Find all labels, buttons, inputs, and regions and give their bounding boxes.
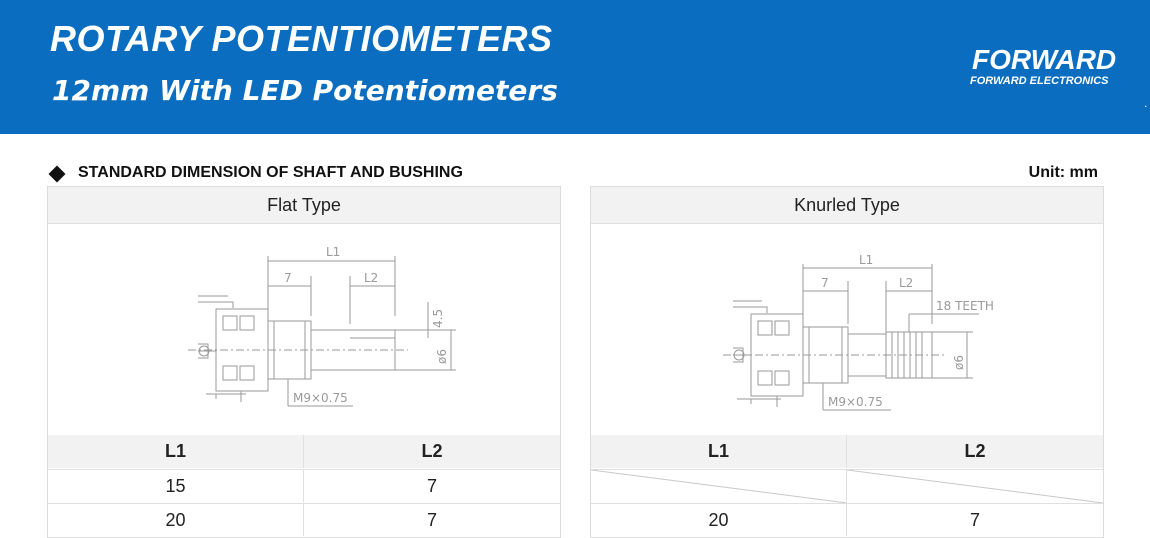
knurled-type-table bbox=[591, 435, 1103, 537]
knurled-thread-label: M9×0.75 bbox=[828, 395, 883, 409]
flat-type-heading: Flat Type bbox=[48, 187, 560, 224]
flat-type-drawing bbox=[48, 224, 560, 435]
flat-row1-l1: 15 bbox=[48, 469, 304, 502]
flat-thread-label: M9×0.75 bbox=[293, 391, 348, 405]
flat-col-l2: L2 bbox=[304, 435, 560, 468]
knurled-row1-l2 bbox=[847, 469, 1103, 502]
knurled-type-panel bbox=[590, 186, 1104, 538]
flat-l2-label: L2 bbox=[364, 271, 379, 285]
flat-shaft-drawing-svg bbox=[48, 224, 560, 435]
flat-l1-label: L1 bbox=[326, 245, 341, 259]
section-title: STANDARD DIMENSION OF SHAFT AND BUSHING bbox=[78, 164, 463, 181]
flat-seven-label: 7 bbox=[284, 271, 292, 285]
knurled-seven-label: 7 bbox=[821, 276, 829, 290]
knurled-l2-label: L2 bbox=[899, 276, 914, 290]
knurled-l1-label: L1 bbox=[859, 253, 874, 267]
knurled-teeth-label: 18 TEETH bbox=[936, 299, 994, 313]
page-title: ROTARY POTENTIOMETERS bbox=[50, 18, 553, 59]
empty-cell-diagonal bbox=[591, 470, 847, 503]
knurled-col-l1: L1 bbox=[591, 435, 847, 468]
flat-type-table bbox=[48, 435, 560, 537]
knurled-shaft-drawing-svg bbox=[591, 224, 1103, 435]
corner-mark: . bbox=[1144, 96, 1148, 110]
flat-row1-l2: 7 bbox=[304, 469, 560, 502]
flat-d45-label: 4.5 bbox=[431, 308, 445, 328]
flat-row2-l2: 7 bbox=[304, 503, 560, 536]
flat-col-l1: L1 bbox=[48, 435, 304, 468]
flat-d6-label: ø6 bbox=[435, 349, 449, 364]
knurled-d6-label: ø6 bbox=[952, 355, 966, 370]
forward-logo bbox=[968, 44, 1118, 94]
empty-cell-diagonal bbox=[847, 470, 1103, 503]
section-header bbox=[48, 164, 1098, 186]
unit-label: Unit: mm bbox=[1028, 164, 1098, 181]
knurled-type-drawing bbox=[591, 224, 1103, 435]
page-subtitle: 12mm With LED Potentiometers bbox=[52, 74, 558, 107]
flat-type-panel bbox=[47, 186, 561, 538]
knurled-row1-l1 bbox=[591, 469, 847, 502]
knurled-row2-l1: 20 bbox=[591, 503, 847, 536]
knurled-type-heading: Knurled Type bbox=[591, 187, 1103, 224]
knurled-col-l2: L2 bbox=[847, 435, 1103, 468]
logo-wordmark: FORWARD bbox=[972, 44, 1117, 75]
knurled-row2-l2: 7 bbox=[847, 503, 1103, 536]
header-banner bbox=[0, 0, 1150, 134]
diamond-bullet-icon bbox=[49, 166, 66, 183]
flat-row2-l1: 20 bbox=[48, 503, 304, 536]
logo-tagline: FORWARD ELECTRONICS bbox=[970, 75, 1109, 87]
